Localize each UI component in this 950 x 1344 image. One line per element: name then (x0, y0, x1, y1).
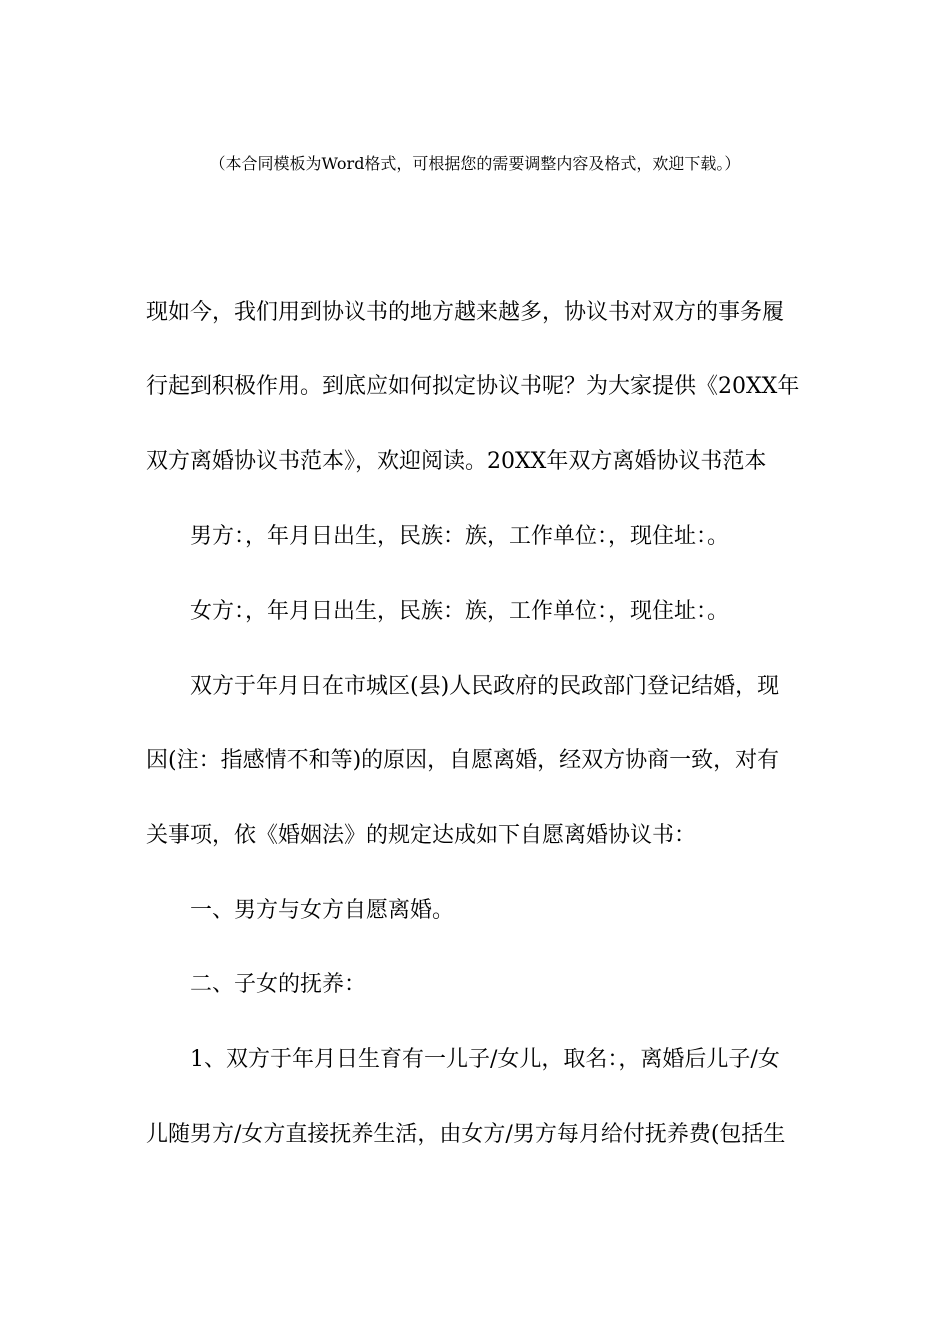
clause-one: 一、男方与女方自愿离婚。 (190, 898, 455, 923)
body-line-female-party: 女方：，年月日出生，民族：族，工作单位：，现住址：。 (190, 599, 730, 624)
body-line-marriage-2: 因(注：指感情不和等)的原因，自愿离婚，经双方协商一致，对有 (146, 748, 780, 773)
body-line-male-party: 男方：，年月日出生，民族：族，工作单位：，现住址：。 (190, 524, 730, 549)
template-notice: （本合同模板为Word格式，可根据您的需要调整内容及格式，欢迎下载。） (209, 154, 741, 173)
clause-two-item-1-line-1: 1、双方于年月日生育有一儿子/女儿，取名：，离婚后儿子/女 (190, 1047, 780, 1072)
clause-two-item-1-line-2: 儿随男方/女方直接抚养生活，由女方/男方每月给付抚养费(包括生 (146, 1122, 786, 1147)
body-line-intro-2: 行起到积极作用。到底应如何拟定协议书呢？为大家提供《20XX年 (146, 374, 800, 399)
body-line-marriage-1: 双方于年月日在市城区(县)人民政府的民政部门登记结婚，现 (190, 674, 780, 699)
clause-two-heading: 二、子女的抚养： (190, 972, 367, 997)
body-line-intro-3: 双方离婚协议书范本》，欢迎阅读。20XX年双方离婚协议书范本 (146, 449, 767, 474)
body-line-intro-1: 现如今，我们用到协议书的地方越来越多，协议书对双方的事务履 (146, 300, 785, 325)
body-line-marriage-3: 关事项，依《婚姻法》的规定达成如下自愿离婚协议书： (146, 823, 697, 848)
